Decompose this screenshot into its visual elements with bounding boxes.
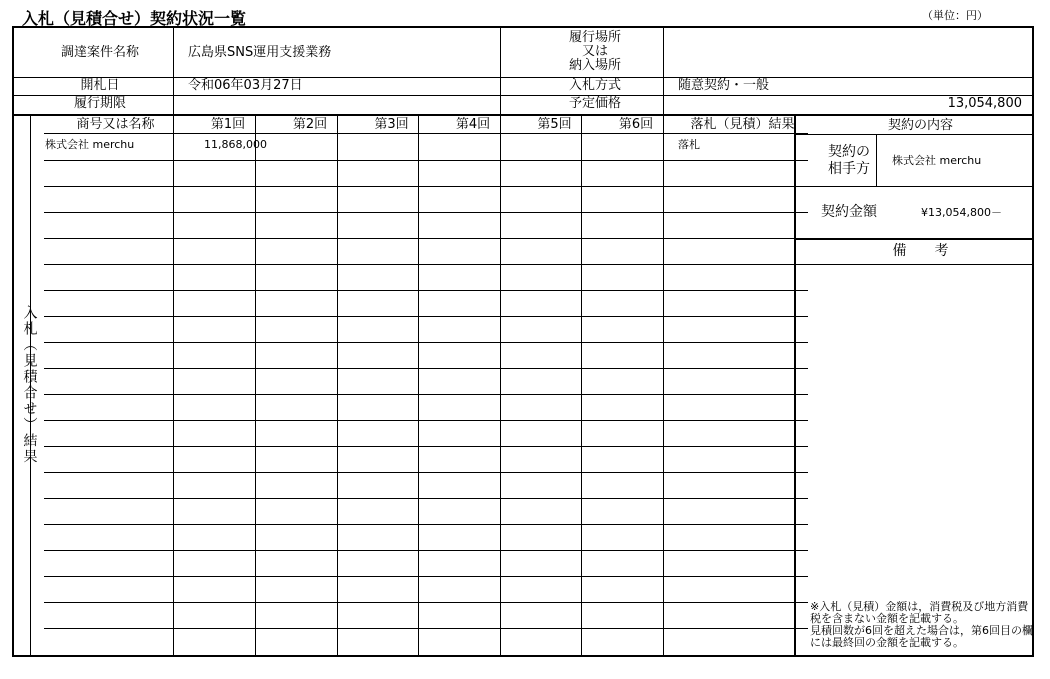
remarks-notes xyxy=(809,601,1033,655)
period-value xyxy=(187,95,513,112)
bid-result: 落札 xyxy=(678,137,700,151)
project-name-label: 調達案件名称 xyxy=(60,44,139,60)
estimated-price: 13,054,800 xyxy=(947,96,1022,111)
contract-party-label xyxy=(809,135,889,186)
period-label: 履行期限 xyxy=(73,96,126,111)
column-header: 第6回 xyxy=(618,116,654,132)
opening-date: 令和06年03月27日 xyxy=(188,78,303,93)
contract-party-value: 株式会社 merchu xyxy=(892,154,982,167)
column-header: 落札（見積）結果 xyxy=(690,116,795,132)
location-label xyxy=(514,28,676,76)
unit-label: （単位：円） xyxy=(922,9,988,22)
bid-method: 随意契約・一般 xyxy=(678,78,770,93)
location-value xyxy=(677,28,1032,76)
bid-round-amount: 11,868,000 xyxy=(204,137,267,151)
column-header: 第3回 xyxy=(374,116,409,132)
column-header: 第2回 xyxy=(292,116,328,132)
opening-date-label: 開札日 xyxy=(80,78,120,93)
remarks-note-1: ※入札（見積）金額は，消費税及び地方消費税を含まない金額を記載する。 xyxy=(810,601,1029,625)
column-header: 第5回 xyxy=(537,116,572,132)
bid-round-amount xyxy=(514,134,595,154)
bid-round-amount xyxy=(595,134,677,154)
bid-method-label: 入札方式 xyxy=(568,78,621,93)
estimated-price-label: 予定価格 xyxy=(568,96,621,111)
contract-party-label-line-2: 相手方 xyxy=(828,160,870,177)
column-header: 第1回 xyxy=(210,116,246,132)
location-label-line-1: 履行場所 xyxy=(568,30,621,45)
bid-round-amount xyxy=(269,134,351,154)
bid-round-amount xyxy=(432,134,514,154)
page-title: 入札（見積合せ）契約状況一覧 xyxy=(22,9,247,28)
contract-amount-label: 契約金額 xyxy=(821,203,877,220)
bidder-name: 株式会社 merchu xyxy=(45,137,135,151)
location-label-line-3: 納入場所 xyxy=(568,58,621,73)
contract-party-label-line-1: 契約の xyxy=(828,143,870,160)
column-header: 第4回 xyxy=(455,116,491,132)
bid-round-amount xyxy=(351,134,432,154)
remarks-note-2: 見積回数が6回を超えた場合は，第6回目の欄には最終回の金額を記載する。 xyxy=(810,624,1033,649)
remarks-header: 備 考 xyxy=(892,243,949,259)
project-name: 広島県SNS運用支援業務 xyxy=(188,44,332,60)
contract-header: 契約の内容 xyxy=(887,117,953,133)
location-label-line-2: 又は xyxy=(581,44,608,59)
column-header: 商号又は名称 xyxy=(76,116,155,132)
contract-amount-value: ¥13,054,800－ xyxy=(921,205,1002,219)
results-side-label: 入札（見積合せ）結果 xyxy=(21,305,38,465)
